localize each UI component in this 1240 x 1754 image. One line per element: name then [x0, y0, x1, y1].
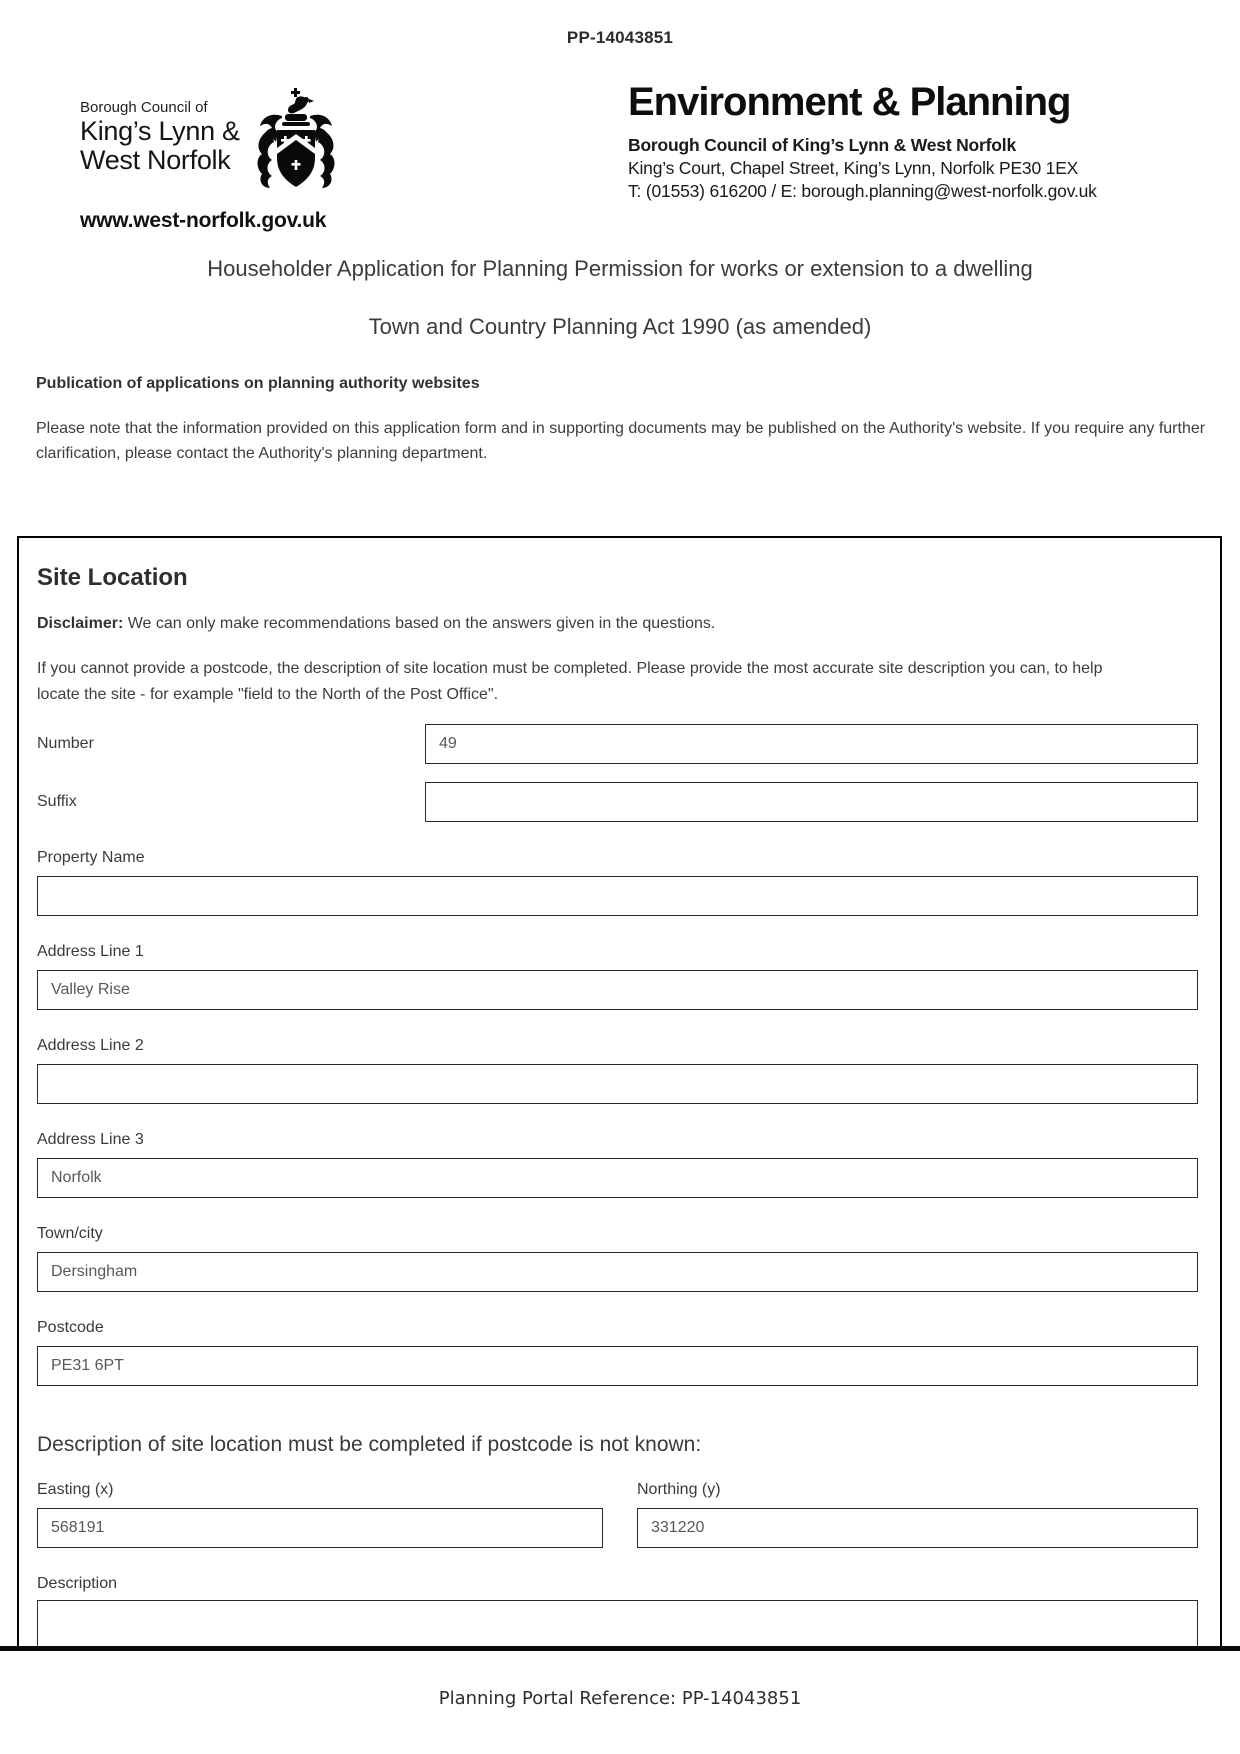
page-bottom-divider [0, 1646, 1240, 1651]
description-textarea[interactable] [37, 1600, 1198, 1650]
publication-heading: Publication of applications on planning authority websites [36, 375, 480, 392]
page-reference: PP-14043851 [566, 28, 674, 47]
site-location-section [17, 536, 1222, 1650]
town-city-input[interactable] [37, 1252, 1198, 1292]
disclaimer-text: Disclaimer: We can only make recommendations based on the answers given in the questions. [37, 615, 716, 632]
logo-pre-text: Borough Council of [80, 99, 208, 116]
easting-input[interactable] [37, 1508, 603, 1548]
town-city-label: Town/city [37, 1225, 103, 1242]
council-website: www.west-norfolk.gov.uk [80, 209, 327, 232]
number-input[interactable] [425, 724, 1198, 764]
publication-note: Please note that the information provided on this application form and in supporting documents may be published on the Authority's website. If you require any further clarification, please contact the Authority's planning department. [36, 420, 1206, 462]
council-logo [80, 98, 340, 233]
northing-field [637, 1480, 1198, 1548]
document-subtitle: Town and Country Planning Act 1990 (as amended) [368, 314, 872, 339]
easting-label: Easting (x) [37, 1481, 114, 1498]
field-row-number [37, 724, 1198, 764]
northing-input[interactable] [637, 1508, 1198, 1548]
address-line-1-label: Address Line 1 [37, 943, 144, 960]
address-line-2-input[interactable] [37, 1064, 1198, 1104]
address-line-2-label: Address Line 2 [37, 1037, 144, 1054]
northing-label: Northing (y) [637, 1481, 721, 1498]
coat-of-arms-icon [252, 88, 340, 197]
logo-name-line2: West Norfolk [80, 145, 231, 175]
easting-field [37, 1480, 603, 1548]
disclaimer-label: Disclaimer: [37, 615, 124, 632]
property-name-input[interactable] [37, 876, 1198, 916]
postcode-help-text: If you cannot provide a postcode, the description of site location must be completed. Please provide the most accurate site description you can, to help locate the site - for example "field to the North of the Post Office". [37, 660, 1103, 703]
property-name-label: Property Name [37, 849, 145, 866]
coordinates-row [37, 1480, 1198, 1548]
postcode-input[interactable] [37, 1346, 1198, 1386]
description-requirement-heading: Description of site location must be completed if postcode is not known: [37, 1433, 702, 1456]
number-label: Number [37, 735, 94, 752]
document-title: Householder Application for Planning Permission for works or extension to a dwelling [207, 256, 1033, 281]
department-contact-line: T: (01553) 616200 / E: borough.planning@west-norfolk.gov.uk [628, 181, 1097, 201]
postcode-label: Postcode [37, 1319, 104, 1336]
address-line-1-input[interactable] [37, 970, 1198, 1010]
suffix-input[interactable] [425, 782, 1198, 822]
site-location-heading: Site Location [37, 564, 188, 591]
department-letterhead [628, 80, 1208, 203]
field-row-suffix [37, 782, 1198, 822]
address-line-3-input[interactable] [37, 1158, 1198, 1198]
planning-portal-reference-footer: Planning Portal Reference: PP-14043851 [438, 1688, 802, 1709]
suffix-label: Suffix [37, 793, 77, 810]
address-line-3-label: Address Line 3 [37, 1131, 144, 1148]
logo-name-line1: King’s Lynn & [80, 116, 240, 146]
department-address-line: King’s Court, Chapel Street, King’s Lynn, Norfolk PE30 1EX [628, 158, 1079, 178]
department-council-line: Borough Council of King’s Lynn & West Norfolk [628, 135, 1016, 155]
description-label: Description [37, 1575, 118, 1592]
department-title: Environment & Planning [628, 80, 1071, 124]
